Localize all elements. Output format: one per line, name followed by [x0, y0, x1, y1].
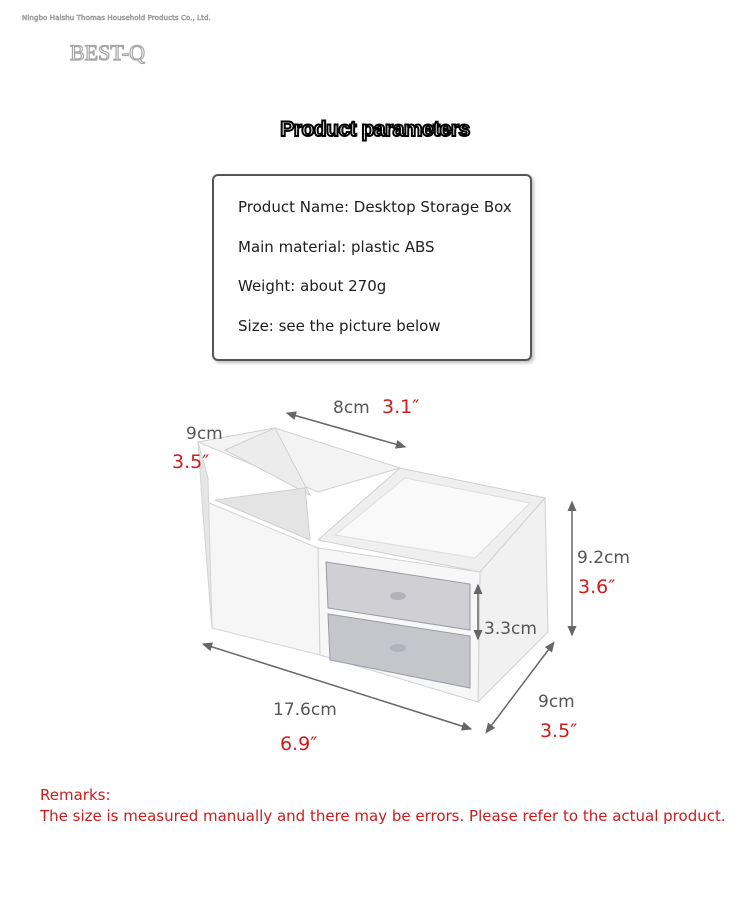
page-title: Product parameters: [280, 118, 470, 141]
height-inch: 3.6″: [578, 576, 616, 598]
param-product-name: Product Name: Desktop Storage Box: [238, 198, 512, 216]
param-size: Size: see the picture below: [238, 317, 441, 335]
depth-inch: 3.5″: [172, 451, 210, 473]
remarks-label: Remarks:: [40, 786, 111, 804]
width-cm: 8cm: [333, 398, 370, 418]
length-cm: 17.6cm: [273, 700, 337, 720]
height-cm: 9.2cm: [577, 548, 630, 568]
param-material: Main material: plastic ABS: [238, 238, 435, 256]
drawer-cm: 3.3cm: [484, 619, 537, 639]
remarks: [40, 785, 726, 827]
param-weight: Weight: about 270g: [238, 277, 387, 295]
side-cm: 9cm: [538, 692, 575, 712]
drawer-bottom-handle: [390, 644, 406, 652]
brand-logo: BEST-Q: [70, 40, 145, 65]
width-inch: 3.1″: [382, 396, 420, 418]
remarks-text: The size is measured manually and there may be errors. Please refer to the actual product.: [40, 807, 726, 825]
drawer-top-handle: [390, 592, 406, 600]
depth-cm: 9cm: [186, 424, 223, 444]
company-name: Ningbo Haishu Thomas Household Products Co., Ltd.: [22, 14, 211, 22]
side-inch: 3.5″: [540, 720, 578, 742]
length-inch: 6.9″: [280, 733, 318, 755]
